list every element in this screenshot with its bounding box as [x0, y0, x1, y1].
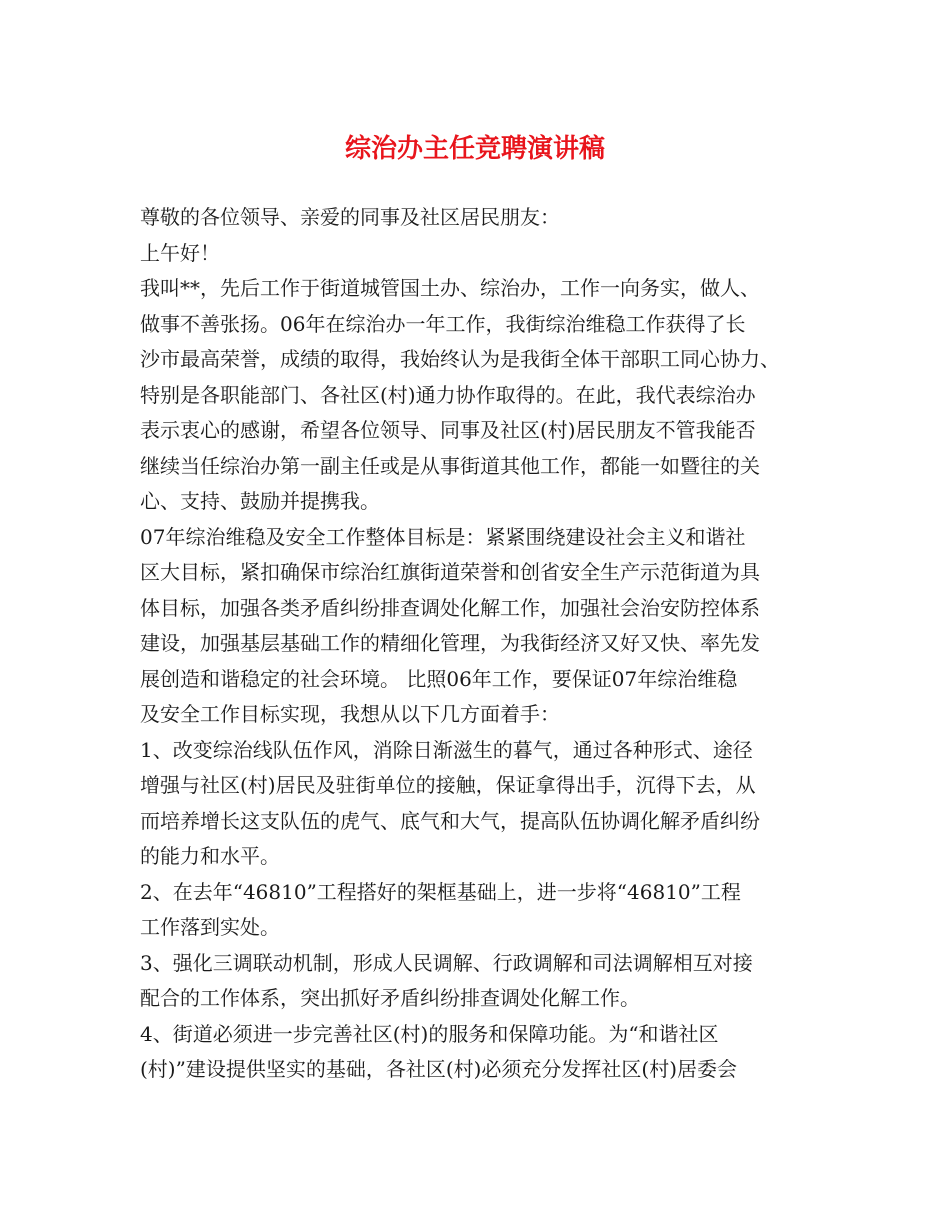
text-line: 07年综治维稳及安全工作整体目标是：紧紧围绕建设社会主义和谐社 [140, 524, 746, 549]
text-line: 沙市最高荣誉，成绩的取得，我始终认为是我街全体干部职工同心协力、 [140, 347, 780, 371]
text-line: 3、强化三调联动机制，形成人民调解、行政调解和司法调解相互对接 [140, 950, 753, 975]
text-line: 增强与社区(村)居民及驻街单位的接触，保证拿得出手，沉得下去，从 [140, 773, 756, 797]
text-line: 建设，加强基层基础工作的精细化管理，为我街经济又好又快、率先发 [140, 631, 760, 655]
text-line: 我叫**，先后工作于街道城管国土办、综治办，工作一向务实，做人、 [140, 276, 760, 300]
text-line: 展创造和谐稳定的社会环境。 比照06年工作，要保证07年综治维稳 [140, 666, 738, 691]
text-line: 继续当任综治办第一副主任或是从事街道其他工作，都能一如暨往的关 [140, 453, 760, 478]
text-line: 4、街道必须进一步完善社区(村)的服务和保障功能。为“和谐社区 [140, 1021, 719, 1046]
document-body [140, 200, 820, 1088]
text-line: (村)”建设提供坚实的基础，各社区(村)必须充分发挥社区(村)居委会 [140, 1057, 738, 1081]
document-title: 综治办主任竞聘演讲稿 [344, 134, 605, 164]
text-line: 区大目标，紧扣确保市综治红旗街道荣誉和创省安全生产示范街道为具 [140, 560, 760, 584]
text-line: 2、在去年“46810”工程搭好的架框基础上，进一步将“46810”工程 [140, 879, 741, 904]
text-line: 1、改变综治线队伍作风，消除日渐滋生的暮气，通过各种形式、途径 [140, 737, 753, 762]
text-line: 特别是各职能部门、各社区(村)通力协作取得的。在此，我代表综治办 [140, 382, 756, 407]
text-line: 配合的工作体系，突出抓好矛盾纠纷排查调处化解工作。 [140, 986, 640, 1010]
text-line: 表示衷心的感谢，希望各位领导、同事及社区(村)居民朋友不管我能否 [140, 418, 756, 442]
text-line: 心、支持、鼓励并提携我。 [140, 489, 380, 513]
text-line: 而培养增长这支队伍的虎气、底气和大气，提高队伍协调化解矛盾纠纷 [140, 808, 760, 833]
text-line: 体目标，加强各类矛盾纠纷排查调处化解工作，加强社会治安防控体系 [140, 595, 760, 620]
text-line: 做事不善张扬。06年在综治办一年工作，我街综治维稳工作获得了长 [140, 311, 746, 336]
text-line: 尊敬的各位领导、亲爱的同事及社区居民朋友： [140, 205, 560, 229]
text-line: 及安全工作目标实现，我想从以下几方面着手： [140, 702, 560, 726]
text-line: 上午好！ [140, 240, 220, 265]
text-line: 工作落到实处。 [140, 915, 280, 939]
text-line: 的能力和水平。 [140, 844, 280, 868]
